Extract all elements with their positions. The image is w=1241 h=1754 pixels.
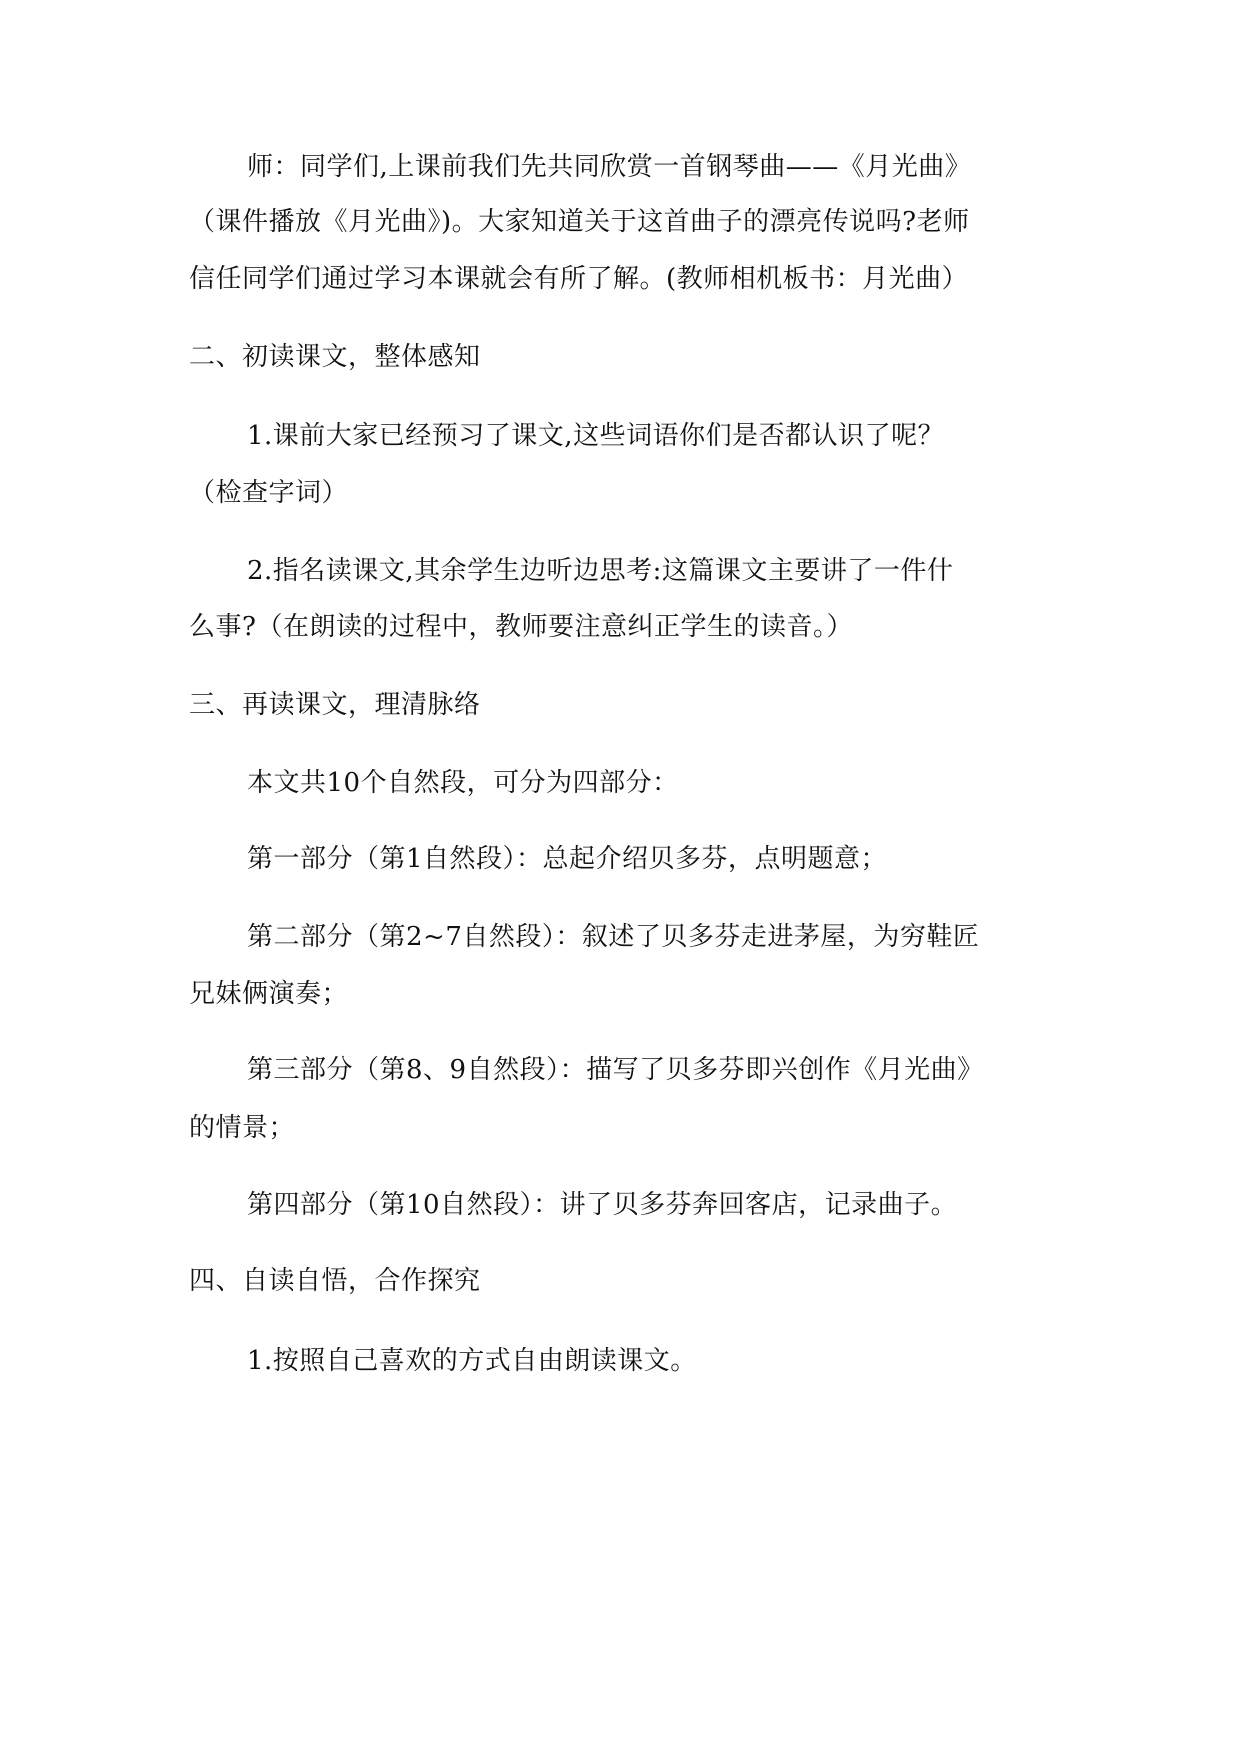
section-heading-3: 三、再读课文，理清脉络 [189,690,481,720]
section3-part1: 第一部分（第1自然段）：总起介绍贝多芬，点明题意； [247,844,888,874]
section3-part2-line-2: 兄妹俩演奏； [189,979,349,1009]
section2-item2-line-1: 2.指名读课文,其余学生边听边思考:这篇课文主要讲了一件什 [247,556,954,586]
intro-line-2: （课件播放《月光曲》)。大家知道关于这首曲子的漂亮传说吗?老师 [189,207,970,237]
section4-item1: 1.按照自己喜欢的方式自由朗读课文。 [247,1346,697,1376]
section3-part2-line-1: 第二部分（第2~7自然段）：叙述了贝多芬走进茅屋，为穷鞋匠 [247,922,980,952]
section3-part3-line-2: 的情景； [189,1113,296,1143]
section3-part4: 第四部分（第10自然段）：讲了贝多芬奔回客店，记录曲子。 [247,1190,958,1220]
intro-line-3: 信任同学们通过学习本课就会有所了解。(教师相机板书：月光曲） [189,264,969,294]
section2-item1-line-1: 1.课前大家已经预习了课文,这些词语你们是否都认识了呢？ [247,421,945,451]
section3-part3-line-1: 第三部分（第8、9自然段）：描写了贝多芬即兴创作《月光曲》 [247,1055,984,1085]
section2-item2-line-2: 么事?（在朗读的过程中，教师要注意纠正学生的读音。） [189,612,853,642]
intro-line-1: 师：同学们,上课前我们先共同欣赏一首钢琴曲——《月光曲》 [247,152,972,182]
section3-summary: 本文共10个自然段，可分为四部分： [247,768,679,798]
section-heading-2: 二、初读课文，整体感知 [189,342,481,372]
section2-item1-line-2: （检查字词） [189,478,349,508]
section-heading-4: 四、自读自悟，合作探究 [189,1266,481,1296]
